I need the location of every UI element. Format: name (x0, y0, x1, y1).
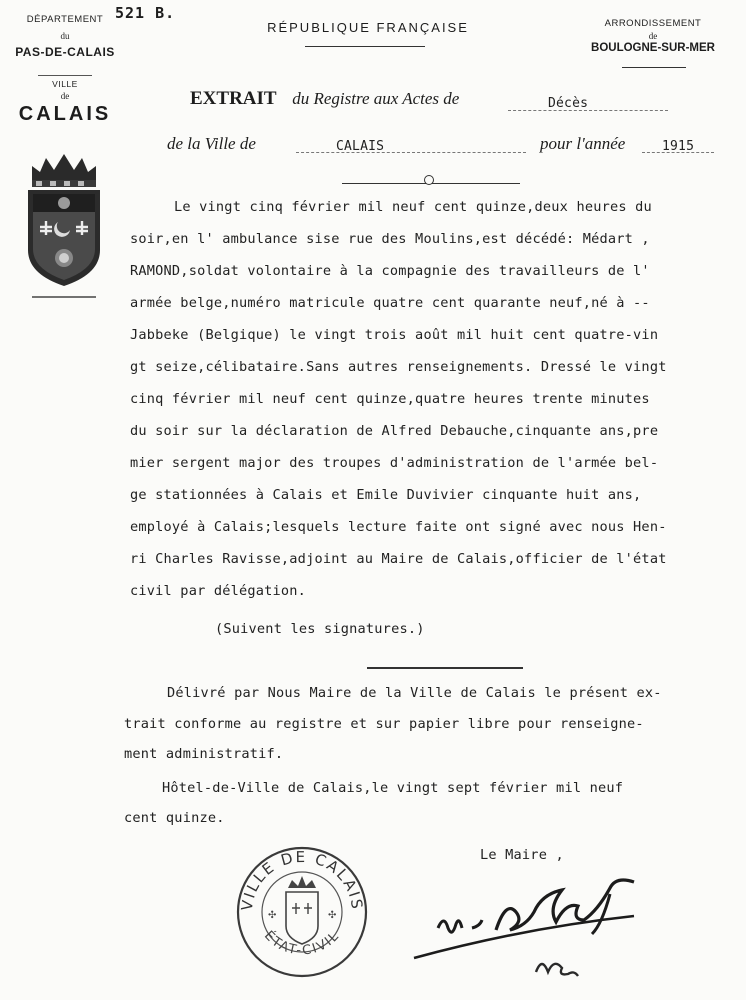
seal-top-text: VILLE DE CALAIS (237, 847, 367, 912)
right-header (585, 18, 721, 54)
body-line: cinq février mil neuf cent quinze,quatre heures trente minutes (130, 391, 650, 407)
body-line: employé à Calais;lesquels lecture faite ont signé avec nous Hen- (130, 519, 667, 535)
body-line: RAMOND,soldat volontaire à la compagnie des travailleurs de l' (130, 263, 650, 279)
extrait-heading: EXTRAIT (190, 88, 277, 109)
city-dashline (296, 152, 526, 153)
mayor-label: Le Maire , (480, 847, 564, 863)
signatures-note: (Suivent les signatures.) (215, 621, 425, 637)
left-header-divider (38, 75, 92, 76)
place-date-line: cent quinze. (124, 810, 225, 826)
delivery-line: trait conforme au registre et sur papier libre pour renseigne- (124, 716, 644, 732)
year-label: pour l'année (540, 134, 626, 153)
right-de-label: de (648, 31, 658, 41)
mayor-signature-icon (404, 872, 664, 990)
register-stamp-number: 521 B. (115, 4, 176, 22)
svg-text:✣: ✣ (328, 910, 337, 921)
city-value: CALAIS (336, 139, 385, 154)
act-type-value: Décès (548, 96, 589, 111)
svg-text:✣: ✣ (268, 910, 277, 921)
coat-of-arms-icon (22, 152, 106, 300)
title-line (190, 88, 459, 110)
delivery-divider (367, 667, 523, 669)
body-line: gt seize,célibataire.Sans autres renseignements. Dressé le vingt (130, 359, 667, 375)
delivery-line: Délivré par Nous Maire de la Ville de Calais le présent ex- (167, 685, 662, 701)
body-line: ri Charles Ravisse,adjoint au Maire de Calais,officier de l'état (130, 551, 667, 567)
body-line: mier sergent major des troupes d'administration de l'armée bel- (130, 455, 659, 471)
republic-heading: RÉPUBLIQUE FRANÇAISE (267, 20, 469, 35)
ville-label: VILLE (52, 79, 78, 89)
arrondissement-label: ARRONDISSEMENT (604, 18, 702, 29)
city-prefix-label: de la Ville de (167, 134, 256, 153)
body-line: du soir sur la déclaration de Alfred Debauche,cinquante ans,pre (130, 423, 659, 439)
city-heading: CALAIS (18, 103, 112, 125)
svg-text:ÉTAT-CIVIL (261, 928, 343, 959)
seal-bottom-text: ÉTAT-CIVIL (260, 928, 344, 959)
du-label: du (60, 31, 70, 41)
divider-ornament-icon (424, 175, 434, 185)
right-header-divider (622, 67, 686, 68)
body-line: Jabbeke (Belgique) le vingt trois août mil huit cent quatre-vin (130, 327, 659, 343)
register-type-label: du Registre aux Actes de (292, 89, 460, 108)
delivery-line: ment administratif. (124, 746, 284, 762)
body-line: ge stationnées à Calais et Emile Duvivier cinquante huit ans, (130, 487, 642, 503)
year-value: 1915 (662, 139, 695, 154)
departement-label: DÉPARTEMENT (26, 14, 104, 25)
republic-divider (305, 46, 425, 47)
body-line: armée belge,numéro matricule quatre cent quarante neuf,né à -- (130, 295, 650, 311)
de-label: de (60, 91, 70, 101)
body-line: Le vingt cinq février mil neuf cent quinze,deux heures du (174, 199, 652, 215)
body-line: soir,en l' ambulance sise rue des Moulins,est décédé: Médart , (130, 231, 650, 247)
arrondissement-name: BOULOGNE-SUR-MER (591, 42, 715, 54)
left-header (0, 14, 130, 126)
region-name: PAS-DE-CALAIS (15, 45, 115, 59)
civil-registry-seal-icon (232, 842, 372, 982)
place-date-line: Hôtel-de-Ville de Calais,le vingt sept février mil neuf (162, 780, 624, 796)
body-line: civil par délégation. (130, 583, 307, 599)
